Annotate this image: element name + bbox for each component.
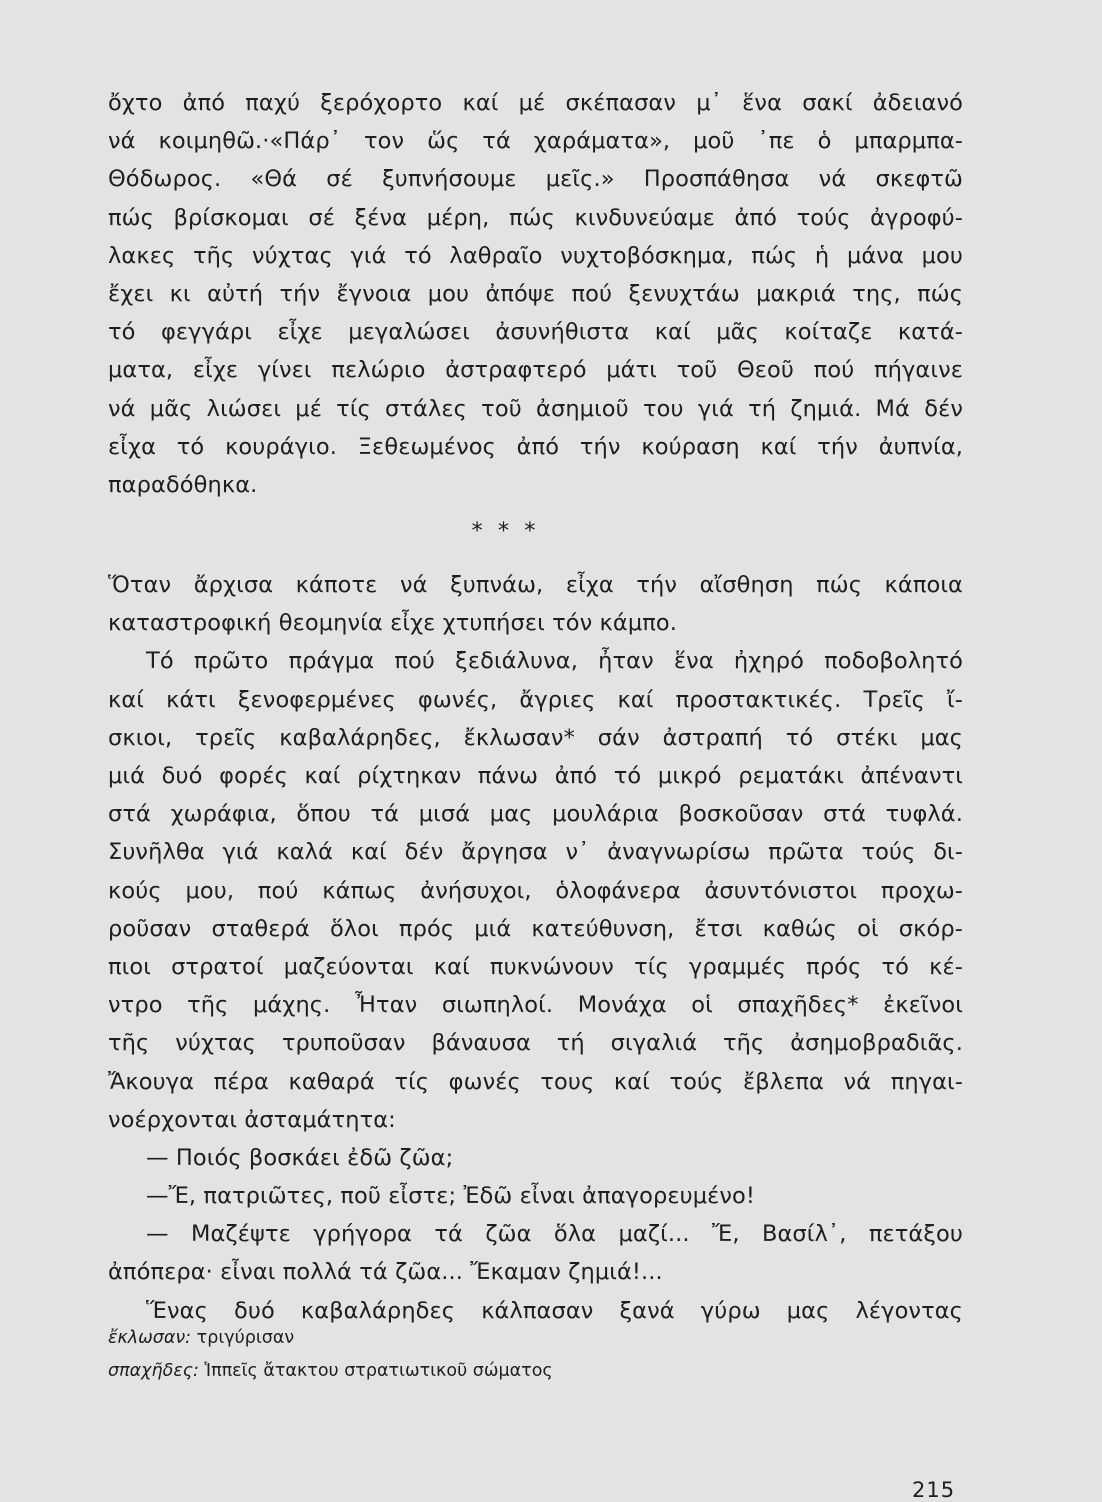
text-line: Ἕνας δυό καβαλάρηδες κάλπασαν ξανά γύρω μας λέγοντας bbox=[146, 1297, 963, 1324]
text-line: ἔχει κι αὐτή τήν ἔγνοια μου ἀπόψε πού ξενυχτάω μακριά της, πώς bbox=[108, 280, 963, 307]
dialogue-line: — Ποιός βοσκάει ἐδῶ ζῶα; bbox=[146, 1144, 454, 1171]
text-line: νοέρχονται ἀσταμάτητα: bbox=[108, 1106, 396, 1133]
text-line: εἶχα τό κουράγιο. Ξεθεωμένος ἀπό τήν κούραση καί τήν ἀυπνία, bbox=[108, 433, 963, 460]
text-line: ματα, εἶχε γίνει πελώριο ἀστραφτερό μάτι τοῦ Θεοῦ πού πήγαινε bbox=[108, 357, 963, 384]
dialogue-line: —Ἔ, πατριῶτες, ποῦ εἶστε; Ἐδῶ εἶναι ἀπαγορευμένο! bbox=[146, 1183, 756, 1210]
footnote bbox=[108, 1355, 808, 1388]
footnote bbox=[108, 1322, 808, 1355]
text-line: πιοι στρατοί μαζεύονται καί πυκνώνουν τίς γραμμές πρός τό κέ- bbox=[108, 953, 963, 980]
section-gap bbox=[108, 558, 963, 566]
text-line: σκιοι, τρεῖς καβαλάρηδες, ἔκλωσαν* σάν ἀστραπή τό στέκι μας bbox=[108, 724, 963, 751]
text-line: Συνῆλθα γιά καλά καί δέν ἄργησα ν᾽ ἀναγνωρίσω πρῶτα τούς δι- bbox=[108, 839, 963, 866]
text-line: ὄχτο ἀπό παχύ ξερόχορτο καί μέ σκέπασαν μ᾽ ἕνα σακί ἀδειανό bbox=[108, 90, 963, 116]
text-line: νά κοιμηθῶ.·«Πάρ᾽ τον ὥς τά χαράματα», μοῦ ᾽πε ὁ μπαρμπα- bbox=[108, 128, 963, 155]
text-line: στά χωράφια, ὅπου τά μισά μας μουλάρια βοσκοῦσαν στά τυφλά. bbox=[108, 801, 963, 828]
footnote-term: σπαχῆδες: bbox=[108, 1361, 199, 1381]
text-line: μιά δυό φορές καί ρίχτηκαν πάνω ἀπό τό μικρό ρεματάκι ἀπέναντι bbox=[108, 763, 963, 789]
footnote-term: ἔκλωσαν: bbox=[108, 1328, 192, 1348]
footnote-definition: τριγύρισαν bbox=[196, 1328, 295, 1348]
footnote-definition: Ἱππεῖς ἄτακτου στρατιωτικοῦ σώματος bbox=[204, 1361, 553, 1381]
dialogue-line: — Μαζέψτε γρήγορα τά ζῶα ὅλα μαζί... Ἔ, Βασίλ᾽, πετάξου bbox=[146, 1221, 963, 1248]
text-line: νά μᾶς λιώσει μέ τίς στάλες τοῦ ἀσημιοῦ του γιά τή ζημιά. Μά δέν bbox=[108, 395, 963, 422]
text-line: καί κάτι ξενοφερμένες φωνές, ἄγριες καί προστακτικές. Τρεῖς ἴ- bbox=[108, 686, 963, 713]
text-line: Τό πρῶτο πράγμα πού ξεδιάλυνα, ἦταν ἕνα ἠχηρό ποδοβολητό bbox=[146, 648, 963, 675]
text-line: λακες τῆς νύχτας γιά τό λαθραῖο νυχτοβόσκημα, πώς ἡ μάνα μου bbox=[108, 242, 963, 269]
text-line: κούς μου, πού κάπως ἀνήσυχοι, ὁλοφάνερα ἀσυντόνιστοι προχω- bbox=[108, 877, 963, 904]
page-number: 215 bbox=[912, 1478, 956, 1502]
text-line: ροῦσαν σταθερά ὅλοι πρός μιά κατεύθυνση, ἔτσι καθώς οἱ σκόρ- bbox=[108, 915, 963, 942]
text-line: πώς βρίσκομαι σέ ξένα μέρη, πώς κινδυνεύαμε ἀπό τούς ἀγροφύ- bbox=[108, 204, 963, 231]
text-line: Θόδωρος. «Θά σέ ξυπνήσουμε μεῖς.» Προσπάθησα νά σκεφτῶ bbox=[108, 166, 963, 193]
footnotes bbox=[108, 1322, 808, 1388]
text-line: Ὅταν ἄρχισα κάποτε νά ξυπνάω, εἶχα τήν αἴσθηση πώς κάποια bbox=[108, 572, 963, 599]
text-line: παραδόθηκα. bbox=[108, 471, 258, 498]
text-line: καταστροφική θεομηνία εἶχε χτυπήσει τόν κάμπο. bbox=[108, 610, 678, 637]
text-line: ντρο τῆς μάχης. Ἦταν σιωπηλοί. Μονάχα οἱ σπαχῆδες* ἐκεῖνοι bbox=[108, 992, 963, 1019]
text-line: τό φεγγάρι εἶχε μεγαλώσει ἀσυνήθιστα καί μᾶς κοίταζε κατά- bbox=[108, 319, 963, 346]
main-text bbox=[108, 84, 963, 1330]
text-line: Ἄκουγα πέρα καθαρά τίς φωνές τους καί τούς ἔβλεπα νά πηγαι- bbox=[108, 1068, 963, 1095]
dialogue-line: ἀπόπερα· εἶναι πολλά τά ζῶα... Ἔκαμαν ζημιά!... bbox=[108, 1259, 663, 1286]
text-line: τῆς νύχτας τρυποῦσαν βάναυσα τή σιγαλιά τῆς ἀσημοβραδιᾶς. bbox=[108, 1030, 963, 1057]
section-separator bbox=[108, 504, 963, 558]
separator-stars: * * * bbox=[471, 518, 540, 545]
